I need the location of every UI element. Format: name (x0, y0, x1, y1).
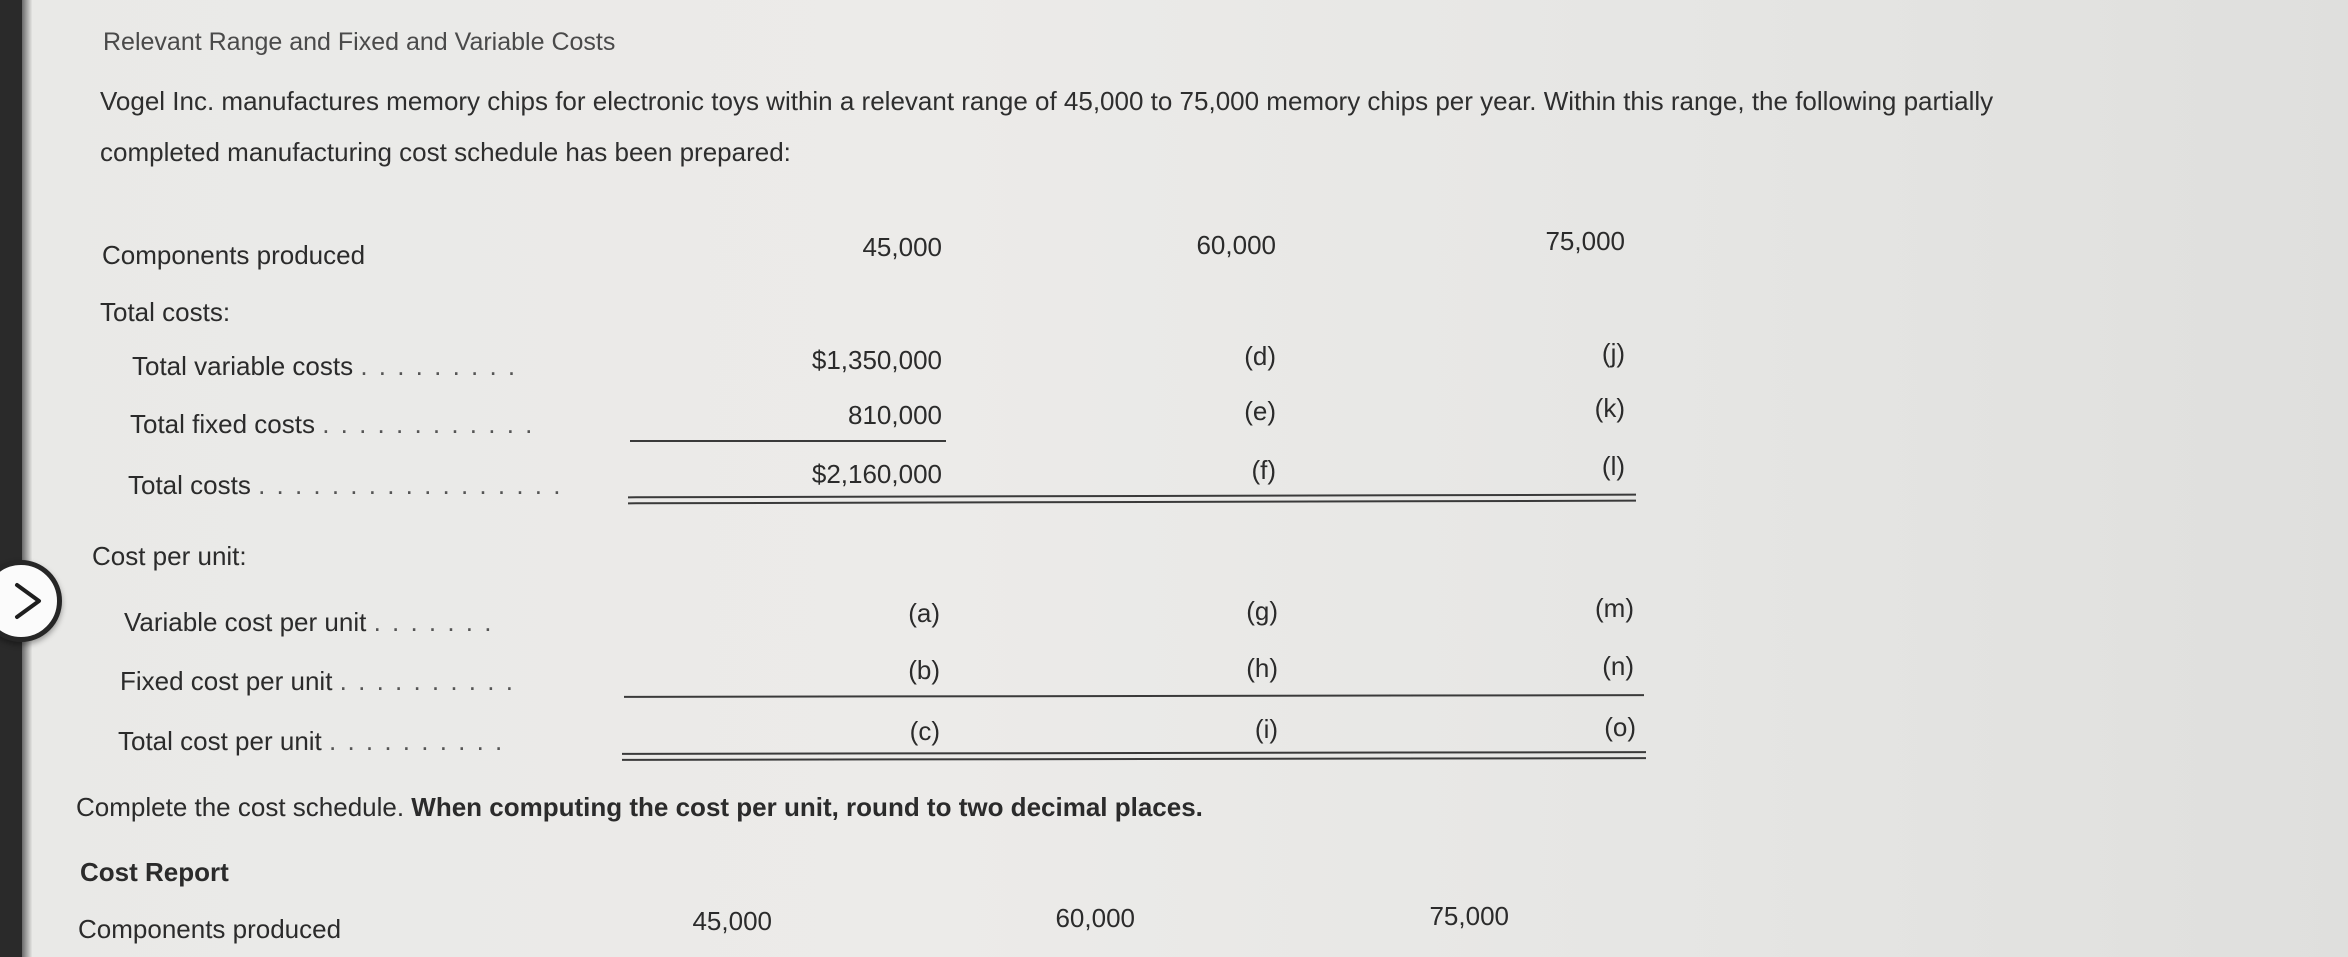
components-produced-label: Components produced (102, 240, 366, 270)
cell-45000: (c) (909, 716, 940, 746)
volume-45000: 45,000 (862, 232, 942, 262)
cell-60000: (h) (1246, 653, 1278, 683)
total-double-rule-top (628, 494, 1636, 499)
report-volume-60000: 60,000 (1055, 903, 1135, 933)
row-label: Variable cost per unit . . . . . . . (124, 607, 494, 637)
cell-60000: (g) (1246, 596, 1278, 626)
cell-75000: (j) (1601, 338, 1625, 368)
per-unit-subtotal-rule (624, 694, 1644, 698)
row-label: Fixed cost per unit . . . . . . . . . . (120, 666, 515, 696)
cell-75000: (k) (1594, 393, 1625, 423)
total-costs-heading: Total costs: (100, 297, 231, 327)
row-label: Total costs . . . . . . . . . . . . . . . . . (128, 470, 563, 500)
left-edge-strip (0, 0, 22, 957)
report-volume-75000: 75,000 (1429, 901, 1509, 931)
volume-60000: 60,000 (1196, 230, 1276, 260)
intro-line-1: Vogel Inc. manufactures memory chips for electronic toys within a relevant range of 45,000 to 75,000 memory chips per year. Within this range, the following partially (100, 86, 1994, 116)
per-unit-double-rule-top (622, 751, 1646, 755)
total-double-rule-bottom (628, 500, 1636, 505)
cell-60000: (e) (1244, 396, 1276, 426)
cell-75000: (m) (1595, 593, 1634, 623)
page-title: Relevant Range and Fixed and Variable Costs (103, 28, 616, 56)
subtotal-rule-45000 (630, 440, 946, 442)
row-label: Total variable costs . . . . . . . . . (132, 351, 518, 381)
per-unit-double-rule-bottom (622, 757, 1646, 761)
cell-75000: (l) (1601, 451, 1625, 481)
row-label: Total fixed costs . . . . . . . . . . . . (130, 409, 535, 439)
cell-75000: (n) (1602, 651, 1634, 681)
cell-45000: $2,160,000 (811, 459, 942, 489)
cell-45000: $1,350,000 (811, 345, 942, 375)
cell-45000: 810,000 (848, 400, 942, 430)
cell-75000: (o) (1604, 712, 1636, 742)
cell-45000: (a) (908, 598, 940, 628)
volume-75000: 75,000 (1545, 226, 1625, 256)
row-label: Total cost per unit . . . . . . . . . . (118, 726, 505, 756)
intro-line-2: completed manufacturing cost schedule has been prepared: (100, 137, 791, 167)
cost-per-unit-heading: Cost per unit: (92, 541, 247, 571)
report-components-label: Components produced (78, 914, 342, 944)
cell-45000: (b) (908, 655, 940, 685)
next-nav-button[interactable] (0, 560, 62, 642)
cost-report-heading: Cost Report (80, 857, 229, 887)
chevron-right-icon (11, 581, 45, 621)
report-volume-45000: 45,000 (692, 906, 772, 936)
instruction-text: Complete the cost schedule. When computing the cost per unit, round to two decimal places. (76, 792, 1203, 822)
cell-60000: (f) (1251, 455, 1276, 485)
cell-60000: (i) (1254, 714, 1278, 744)
left-edge-shadow (22, 0, 32, 957)
cell-60000: (d) (1244, 341, 1276, 371)
